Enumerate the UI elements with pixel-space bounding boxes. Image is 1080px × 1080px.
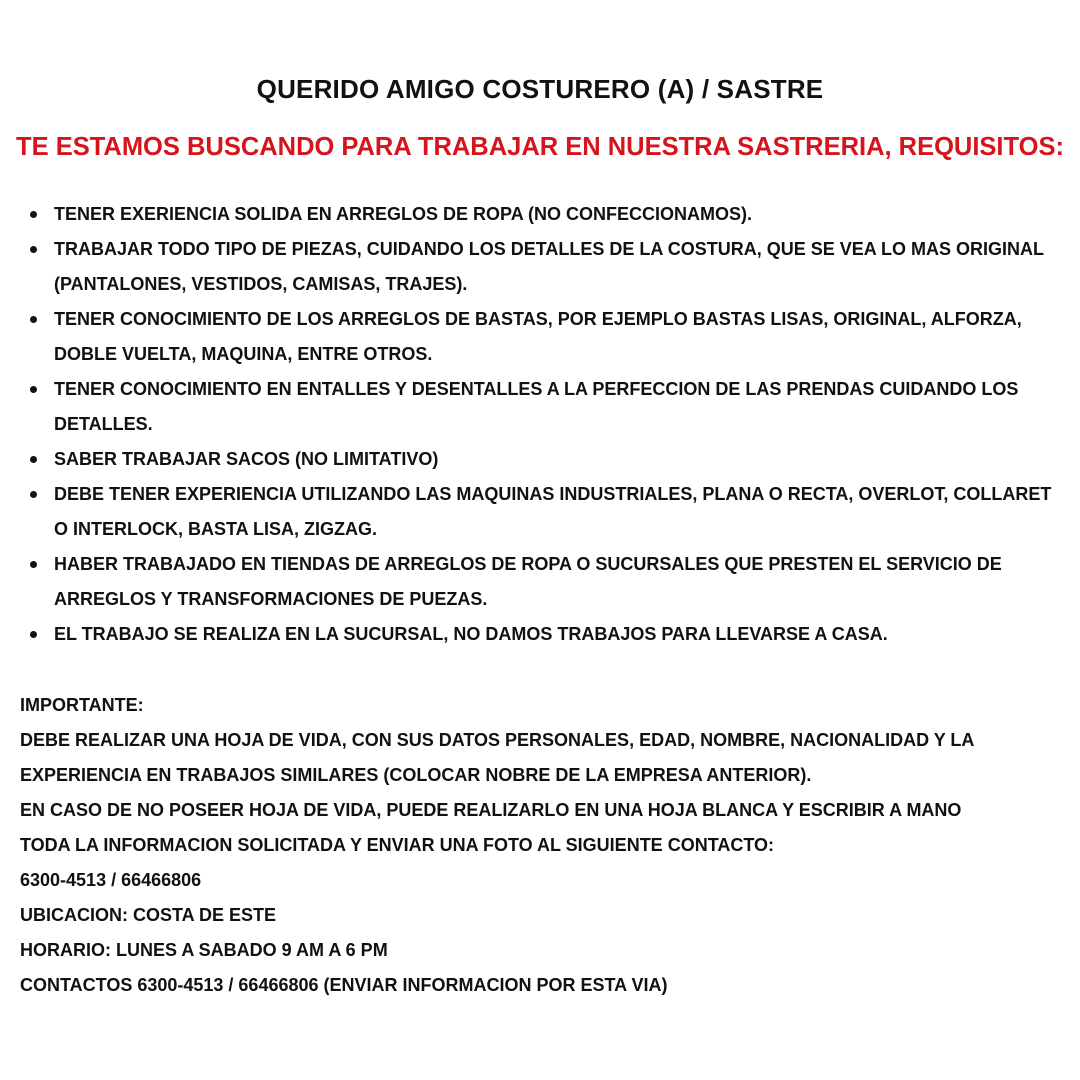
bullet-icon <box>30 211 37 218</box>
requirement-item <box>26 372 1056 442</box>
requirement-text: EL TRABAJO SE REALIZA EN LA SUCURSAL, NO DAMOS TRABAJOS PARA LLEVARSE A CASA. <box>54 624 888 644</box>
requirement-item <box>26 302 1056 372</box>
info-line: DEBE REALIZAR UNA HOJA DE VIDA, CON SUS DATOS PERSONALES, EDAD, NOMBRE, NACIONALIDAD Y LA <box>20 730 975 750</box>
bullet-icon <box>30 386 37 393</box>
requirement-text: HABER TRABAJADO EN TIENDAS DE ARREGLOS DE ROPA O SUCURSALES QUE PRESTEN EL SERVICIO DE ARREGLOS Y TRANSFORMACIONES DE PUEZAS. <box>54 554 1002 609</box>
bullet-icon <box>30 491 37 498</box>
info-line: EXPERIENCIA EN TRABAJOS SIMILARES (COLOCAR NOBRE DE LA EMPRESA ANTERIOR). <box>20 765 812 785</box>
schedule-line: HORARIO: LUNES A SABADO 9 AM A 6 PM <box>20 940 388 960</box>
bullet-icon <box>30 631 37 638</box>
bullet-icon <box>30 561 37 568</box>
requirement-text: TENER EXERIENCIA SOLIDA EN ARREGLOS DE ROPA (NO CONFECCIONAMOS). <box>54 204 753 224</box>
bullet-icon <box>30 316 37 323</box>
requirement-text: DEBE TENER EXPERIENCIA UTILIZANDO LAS MAQUINAS INDUSTRIALES, PLANA O RECTA, OVERLOT, COLLARET O INTERLOCK, BASTA LISA, ZIGZAG. <box>54 484 1052 539</box>
contacts-line: CONTACTOS 6300-4513 / 66466806 (ENVIAR INFORMACION POR ESTA VIA) <box>20 975 668 995</box>
bullet-icon <box>30 456 37 463</box>
location-line: UBICACION: COSTA DE ESTE <box>20 905 277 925</box>
page-subtitle: TE ESTAMOS BUSCANDO PARA TRABAJAR EN NUESTRA SASTRERIA, REQUISITOS: <box>16 133 1064 161</box>
requirement-text: TRABAJAR TODO TIPO DE PIEZAS, CUIDANDO LOS DETALLES DE LA COSTURA, QUE SE VEA LO MAS ORIGINAL (PANTALONES, VESTIDOS, CAMISAS, TRAJES). <box>54 239 1044 294</box>
requirement-item <box>26 232 1056 302</box>
requirement-item <box>26 197 1056 232</box>
info-line: TODA LA INFORMACION SOLICITADA Y ENVIAR UNA FOTO AL SIGUIENTE CONTACTO: <box>20 835 775 855</box>
requirement-item <box>26 442 1056 477</box>
bullet-icon <box>30 246 37 253</box>
requirement-item <box>26 617 1056 652</box>
page-title: QUERIDO AMIGO COSTURERO (A) / SASTRE <box>256 74 824 104</box>
requirement-text: TENER CONOCIMIENTO EN ENTALLES Y DESENTALLES A LA PERFECCION DE LAS PRENDAS CUIDANDO LOS DETALLES. <box>54 379 1019 434</box>
requirement-text: SABER TRABAJAR SACOS (NO LIMITATIVO) <box>54 449 439 469</box>
requirement-item <box>26 547 1056 617</box>
important-label: IMPORTANTE: <box>20 695 144 715</box>
phone-numbers: 6300-4513 / 66466806 <box>20 870 202 890</box>
requirement-item <box>26 477 1056 547</box>
requirements-list <box>26 197 1056 652</box>
requirement-text: TENER CONOCIMIENTO DE LOS ARREGLOS DE BASTAS, POR EJEMPLO BASTAS LISAS, ORIGINAL, ALFORZA, DOBLE VUELTA, MAQUINA, ENTRE OTROS. <box>54 309 1022 364</box>
info-line: EN CASO DE NO POSEER HOJA DE VIDA, PUEDE REALIZARLO EN UNA HOJA BLANCA Y ESCRIBIR A MANO <box>20 800 962 820</box>
important-info-section <box>20 688 1060 1003</box>
